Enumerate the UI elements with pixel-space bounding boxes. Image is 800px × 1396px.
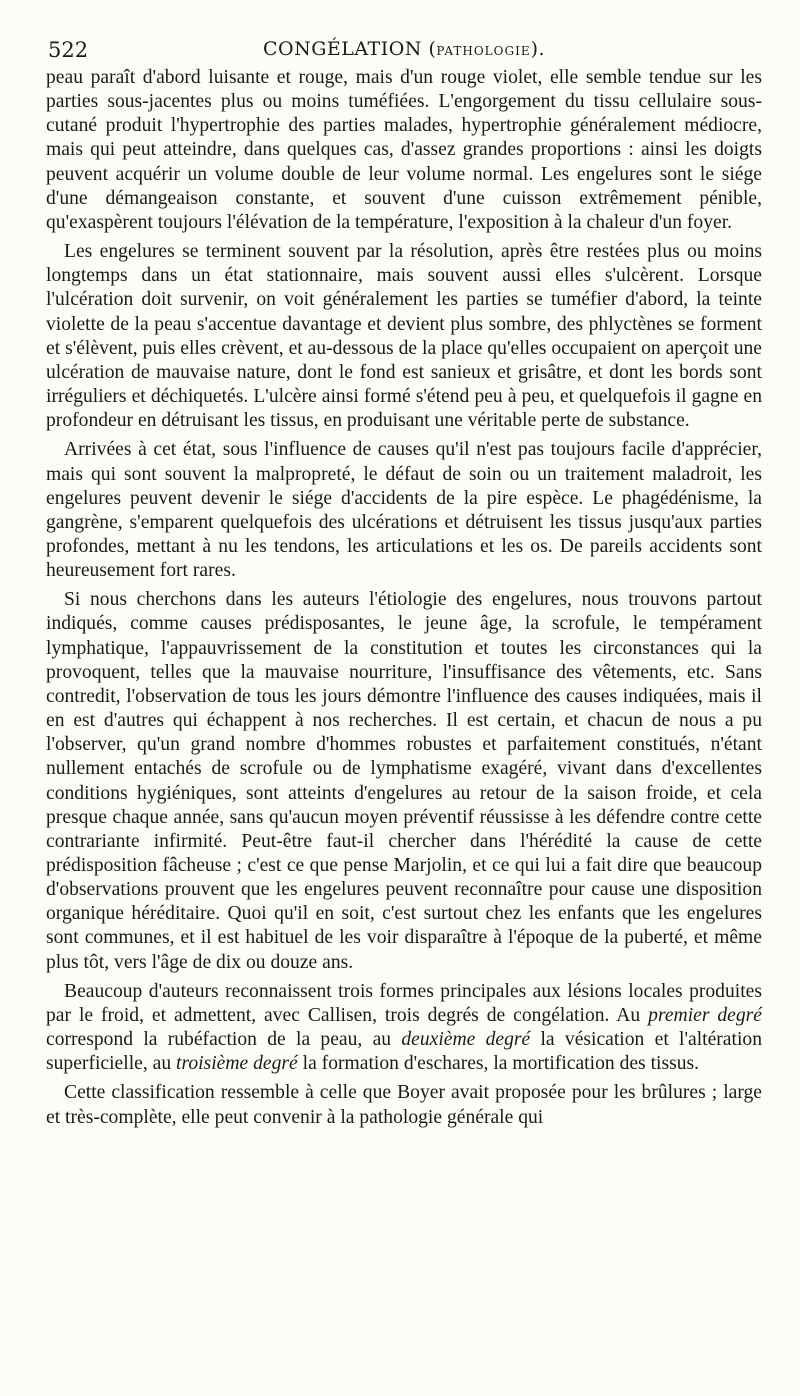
page-header xyxy=(46,30,762,66)
page-body xyxy=(46,66,762,1130)
emphasis-first-degree: premier degré xyxy=(648,1004,762,1026)
paragraph: Si nous cherchons dans les auteurs l'étiologie des engelures, nous trouvons partout indiqués, comme causes prédisposantes, le jeune âge, la scrofule, le tempérament lymphatique, l'appauvrissement de la constitution et toutes les circonstances qui la provoquent, telles que la mauvaise nourriture, l'insuffisance des vêtements, etc. Sans contredit, l'observation de tous les jours démontre l'influence des causes indiquées, mais il en est d'autres qui échappent à nos recherches. Il est certain, et chacun de nous a pu l'observer, qu'un grand nombre d'hommes robustes et parfaitement constitués, n'étant nullement entachés de scrofule ou de lymphatisme exagéré, vivant dans d'excellentes conditions hygiéniques, sont atteints d'engelures au retour de la saison froide, et cela presque chaque année, sans qu'aucun moyen préventif réussisse à les défendre contre cette contrariante infirmité. Peut-être faut-il chercher dans l'hérédité la cause de cette prédisposition fâcheuse ; c'est ce que pense Marjolin, et ce qui lui a fait dire que beaucoup d'observations prouvent que les engelures peuvent reconnaître pour cause une disposition organique héréditaire. Quoi qu'il en soit, c'est surtout chez les enfants que les engelures sont communes, et il est habituel de les voir disparaître à l'époque de la puberté, et même plus tôt, vers l'âge de dix ou douze ans. xyxy=(46,589,762,973)
paragraph: Les engelures se terminent souvent par la résolution, après être restées plus ou moins longtemps dans un état stationnaire, mais souvent aussi elles s'ulcèrent. Lorsque l'ulcération doit survenir, on voit généralement les parties se tuméfier d'abord, la teinte violette de la peau s'accentue davantage et devient plus sombre, des phlyctènes se forment et s'élèvent, puis elles crèvent, et au-dessous de la place qu'elles occupaient on aperçoit une ulcération de mauvaise nature, dont le fond est sanieux et grisâtre, et dont les bords sont irréguliers et déchiquetés. L'ulcère ainsi formé s'étend peu à peu, et quelquefois il gagne en profondeur en détruisant les tissus, en produisant une véritable perte de substance. xyxy=(46,241,762,432)
paragraph: Arrivées à cet état, sous l'influence de causes qu'il n'est pas toujours facile d'apprécier, mais qui sont souvent la malpropreté, le défaut de soin ou un traitement maladroit, les engelures peuvent devenir le siége d'accidents de la pire espèce. Le phagédénisme, la gangrène, s'emparent quelquefois des ulcérations et détruisent les tissus jusqu'aux parties profondes, mettant à nu les tendons, les articulations et les os. De pareils accidents sont heureusement fort rares. xyxy=(46,439,762,582)
running-head xyxy=(46,38,762,60)
emphasis-second-degree: deuxième degré xyxy=(401,1029,531,1051)
emphasis-third-degree: troisième degré xyxy=(176,1053,298,1075)
paragraph-text: Beaucoup d'auteurs reconnaissent trois formes principales aux lésions locales produites par le froid, et admettent, avec Callisen, trois degrés de congélation. Au xyxy=(46,980,762,1026)
paragraph-text: correspond la rubéfaction de la peau, au xyxy=(46,1029,402,1051)
paragraph xyxy=(46,980,762,1077)
paragraph-text: la vésication et l'altération superficielle, au xyxy=(46,1029,762,1075)
paragraph-text: la formation d'eschares, la mortification des tissus. xyxy=(297,1053,700,1075)
running-head-title: CONGÉLATION ( xyxy=(262,38,437,60)
running-head-subtitle: PATHOLOGIE xyxy=(436,44,531,58)
running-head-end: ). xyxy=(530,38,546,60)
paragraph: peau paraît d'abord luisante et rouge, mais d'un rouge violet, elle semble tendue sur les parties sous-jacentes plus ou moins tuméfiées. L'engorgement du tissu cellulaire sous-cutané produit l'hypertrophie des parties malades, hypertrophie généralement médiocre, mais qui peut atteindre, dans quelques cas, d'assez grandes proportions : ainsi les doigts peuvent acquérir un volume double de leur volume normal. Les engelures sont le siége d'une démangeaison constante, et souvent d'une cuisson extrêmement pénible, qu'exaspèrent toujours l'élévation de la température, l'exposition à la chaleur d'un foyer. xyxy=(46,67,762,233)
page-number: 522 xyxy=(48,38,89,62)
paragraph: Cette classification ressemble à celle que Boyer avait proposée pour les brûlures ; large et très-complète, elle peut convenir à la pathologie générale qui xyxy=(46,1082,762,1128)
